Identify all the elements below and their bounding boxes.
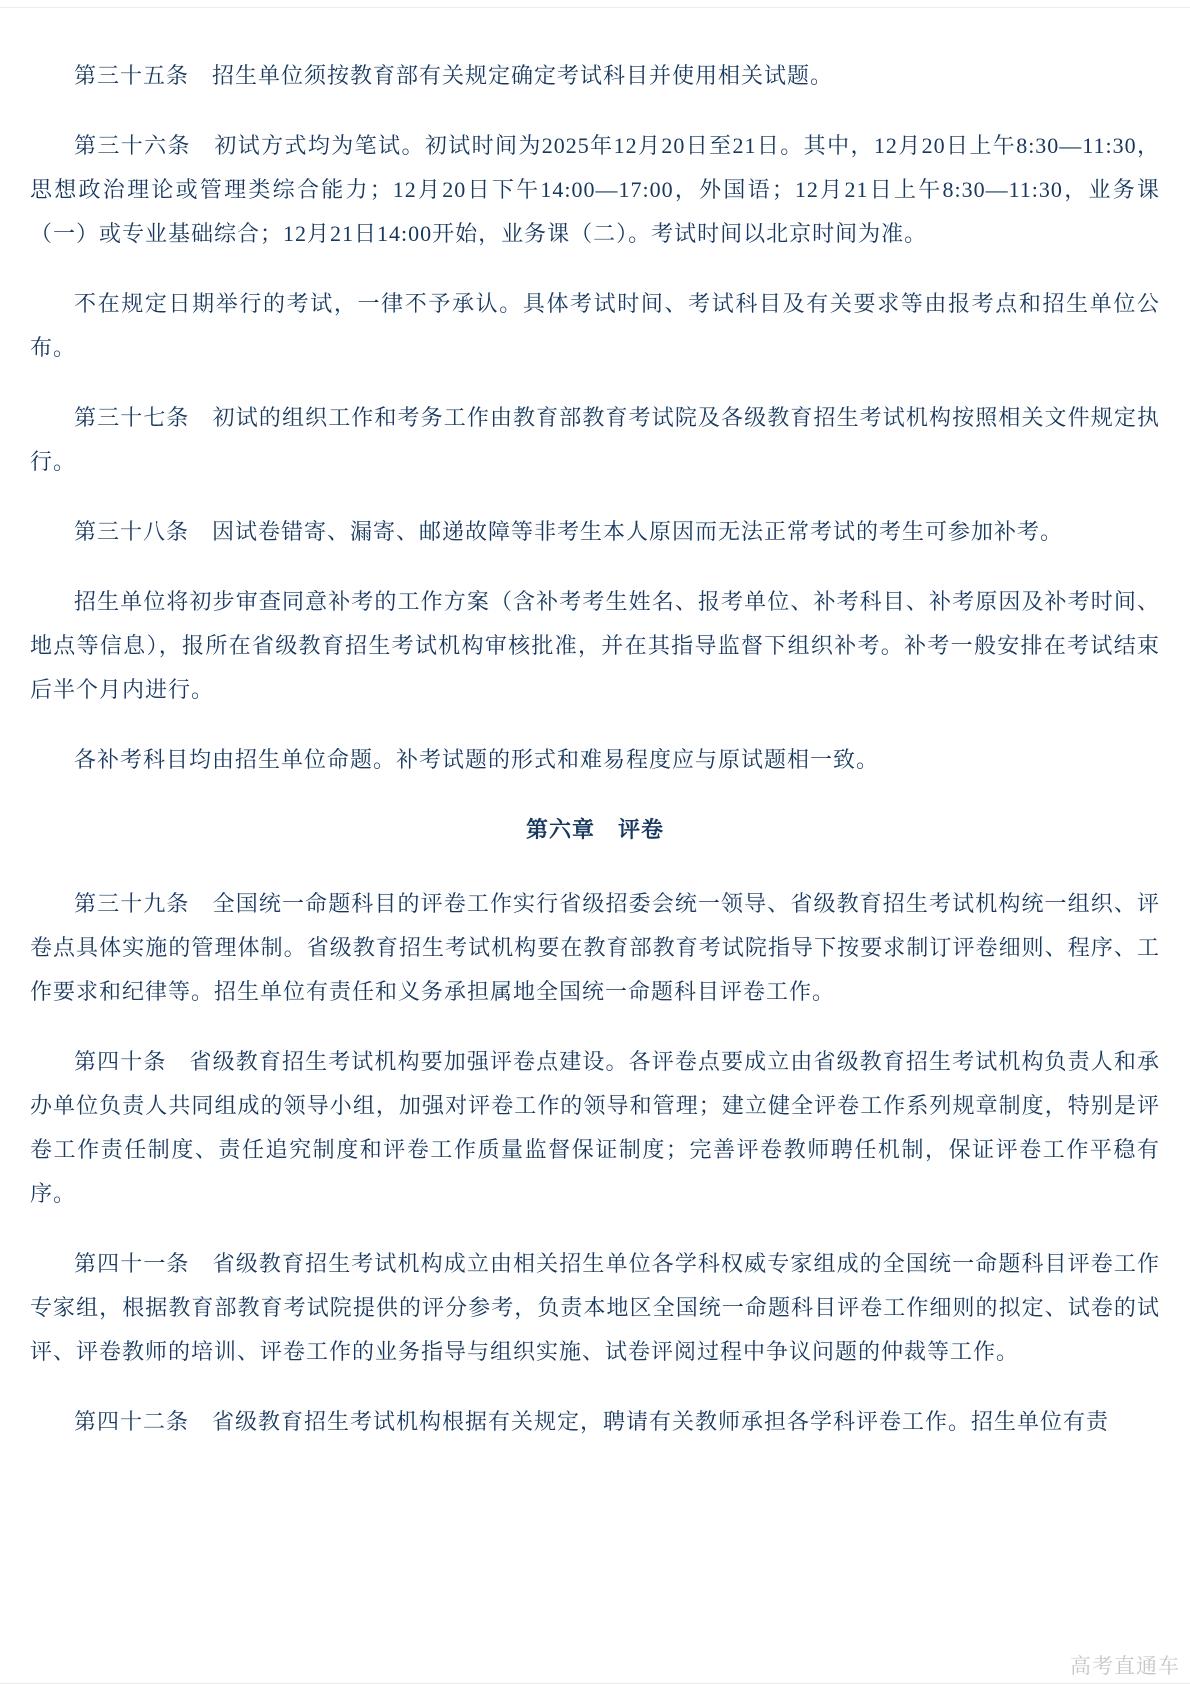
paragraph-article-36: 第三十六条 初试方式均为笔试。初试时间为2025年12月20日至21日。其中，12月20日上午8:30—11:30，思想政治理论或管理类综合能力；12月20日下午14:00—17:00，外国语；12月21日上午8:30—11:30，业务课（一）或专业基础综合；12月21日14:00开始，业务课（二）。考试时间以北京时间为准。	[30, 133, 1160, 246]
paragraph-article-38: 第三十八条 因试卷错寄、漏寄、邮递故障等非考生本人原因而无法正常考试的考生可参加补考。	[74, 519, 1064, 544]
paragraph-article-35: 第三十五条 招生单位须按教育部有关规定确定考试科目并使用相关试题。	[74, 63, 834, 88]
paragraph-article-39: 第三十九条 全国统一命题科目的评卷工作实行省级招委会统一领导、省级教育招生考试机构统一组织、评卷点具体实施的管理体制。省级教育招生考试机构要在教育部教育考试院指导下按要求制订评卷细则、程序、工作要求和纪律等。招生单位有责任和义务承担属地全国统一命题科目评卷工作。	[30, 891, 1160, 1004]
chapter-heading: 第六章 评卷	[525, 817, 664, 842]
page-top-edge	[0, 7, 1190, 8]
watermark: 高考直通车	[1064, 1650, 1180, 1680]
paragraph-article-37: 第三十七条 初试的组织工作和考务工作由教育部教育考试院及各级教育招生考试机构按照相关文件规定执行。	[30, 405, 1160, 474]
paragraph-article-36-note: 不在规定日期举行的考试，一律不予承认。具体考试时间、考试科目及有关要求等由报考点和招生单位公布。	[30, 291, 1160, 360]
paragraph-article-40: 第四十条 省级教育招生考试机构要加强评卷点建设。各评卷点要成立由省级教育招生考试机构负责人和承办单位负责人共同组成的领导小组，加强对评卷工作的领导和管理；建立健全评卷工作系列规章制度，特别是评卷工作责任制度、责任追究制度和评卷工作质量监督保证制度；完善评卷教师聘任机制，保证评卷工作平稳有序。	[30, 1049, 1160, 1206]
document-body	[30, 54, 1160, 1444]
paragraph-article-41: 第四十一条 省级教育招生考试机构成立由相关招生单位各学科权威专家组成的全国统一命题科目评卷工作专家组，根据教育部教育考试院提供的评分参考，负责本地区全国统一命题科目评卷工作细则的拟定、试卷的试评、评卷教师的培训、评卷工作的业务指导与组织实施、试卷评阅过程中争议问题的仲裁等工作。	[30, 1251, 1160, 1364]
paragraph-article-42-truncated: 第四十二条 省级教育招生考试机构根据有关规定，聘请有关教师承担各学科评卷工作。招生单位有责	[74, 1409, 1110, 1434]
paragraph-article-38-makeup-plan: 招生单位将初步审查同意补考的工作方案（含补考考生姓名、报考单位、补考科目、补考原因及补考时间、地点等信息），报所在省级教育招生考试机构审核批准，并在其指导监督下组织补考。补考一般安排在考试结束后半个月内进行。	[30, 589, 1160, 702]
paragraph-article-38-makeup-subjects: 各补考科目均由招生单位命题。补考试题的形式和难易程度应与原试题相一致。	[74, 747, 880, 772]
